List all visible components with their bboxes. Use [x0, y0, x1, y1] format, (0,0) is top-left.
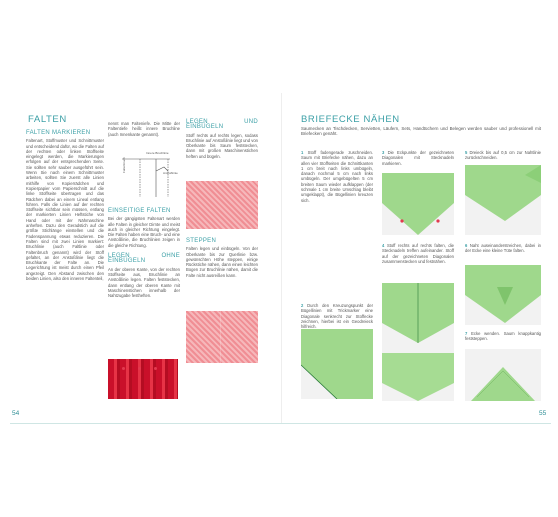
pin-icon	[154, 367, 157, 370]
step-number: 7	[465, 331, 468, 336]
step-text: Naht auseinanderstreichen, dabei in der Ecke eine kleine Tüte falten.	[465, 243, 541, 254]
section-text: An der oberen Kante, von der rechten Stoffseite aus, Bruchlinie an Anstoßlinie legen. Falten feststecken, dann entlang der oberen Kante mit Maschinenstichen innerhalb der Nahtzugabe festheften.	[108, 266, 180, 299]
seam-line	[220, 311, 221, 363]
column-3-lower	[186, 239, 258, 281]
column-2	[108, 121, 180, 140]
section-text: Falten legen und einbügeln. Von der Oberkante bis zur Querlinie bzw. gewünschten Höhe steppen, einige Rückstiche nähen, dann einen leichten Bogen zur Bruchlinie nähen, damit die Falte nicht ausreißen kann.	[186, 246, 258, 278]
step-4	[382, 243, 454, 264]
step-number: 1	[301, 150, 304, 155]
step-number: 4	[382, 243, 385, 248]
page-number: 54	[12, 410, 20, 417]
intro-text: Saumecken an Tischdecken, Servietten, Läufern, Sets, Handtüchern und Belegen werden sauber und professionell mit Briefecken genäht.	[301, 126, 541, 137]
step-1	[301, 150, 373, 203]
step-text: Durch den Kreuzungspunkt der Bügellinien mit Trickmarker eine Diagonale senkrecht zur Stoffecke zeichnen, hierbei ist ein Geodreieck hilfreich.	[301, 303, 373, 330]
page-title: BRIEFECKE NÄHEN	[301, 114, 400, 125]
book-spread	[10, 93, 551, 424]
pink-fabric-photo	[186, 181, 258, 229]
pin-icon	[122, 367, 125, 370]
diagram-label: Innere Bruchlinie	[146, 151, 169, 155]
step-number: 6	[465, 243, 468, 248]
section-text: Faltenart, Stoffmuster und Schnittmuster und entscheidend dafür, wo die Falten auf der rechten oder linken Stoffseite eingelegt werden, die Markierungen erfolgen auf der entsprechenden Seite. Sie sollten sehr sauber ausgeführt sein. Wenn Sie nach einem Schnittmuster arbeiten, sollten Sie zuerst alle Linien mithilfe von Kopierrädchen und Kopierpapier vom Papierschnitt auf die linke Stoffseite übertragen und das Rädchen dabei an einem Lineal entlang führen. Falls die Linien auf der rechten Stoffseite sichtbar sein müssen, entlang der markierten Linien Heftstiche von Hand oder mit der Nähmaschine anheften. Dazu den Geradstich auf die größte Stichlänge einstellen und die Fadenspannung etwas reduzieren. Die Falten sind mit zwei Linien markiert: Bruchlinie (auch Faltlinie oder Faltenbruch genannt) wird der Stoff gefaltet, an der Anstoßlinie liegt die Bruchkante der Falte an. Die Legerichtung ist meist durch einen Pfeil angezeigt. Den Abstand zwischen den beiden Linien, also den inneren Faltenteil,	[26, 138, 104, 282]
step-number: 2	[301, 303, 304, 308]
column-1	[26, 131, 104, 284]
diagram-label: Faltenbruch	[122, 157, 126, 173]
step-2	[301, 303, 373, 329]
page-number: 55	[539, 410, 547, 417]
step-text: Ecke wenden. Saum knappkantig feststeppen.	[465, 331, 541, 342]
diagram-label: Anstoßlinie	[163, 171, 178, 175]
step-text: Stoff rechts auf rechts falten, die Stecknadeln treffen aufeinander. Stoff auf der gezeichneten Diagonalen zusammenstecken und festnähen.	[382, 243, 454, 264]
step-text: Die Eckpunkte der gezeichneten Diagonalen mit Stecknadeln markieren.	[382, 150, 454, 166]
section-heading: EINSEITIGE FALTEN	[108, 208, 171, 214]
column-2-lower	[108, 209, 180, 301]
step-2-photo	[301, 329, 373, 399]
section-text: Bei der gängigsten Faltenart werden alle Falten in gleicher Dirnte und meist auch in gleicher Richtung eingelegt. Die Falten haben eine Bruch- und eine Anstoßlinie, die Bruchlinien zeigen in die gleiche Richtung.	[108, 216, 180, 248]
step-3-photo	[382, 173, 454, 235]
section-text: Stoff rechts auf rechts legen, sodass Bruchlinie auf Anstoßlinie liegt und von Oberkante bis Saum feststecken, dann mit großen Maschinenstichen heften und bügeln.	[186, 132, 258, 159]
pin-icon	[138, 367, 141, 370]
step-number: 3	[382, 150, 385, 155]
pin-icon	[436, 219, 439, 222]
step-4-photo	[382, 283, 454, 401]
section-heading: FALTEN MARKIEREN	[26, 130, 91, 136]
section-heading: STEPPEN	[186, 238, 217, 244]
step-3	[382, 150, 454, 166]
step-5-photo	[465, 165, 541, 235]
step-7-photo	[465, 349, 541, 401]
step-6-photo	[465, 265, 541, 325]
gutter	[281, 93, 282, 423]
section-heading: LEGEN OHNE EINBÜGELN	[108, 253, 180, 265]
step-7	[465, 331, 541, 342]
right-page	[283, 93, 551, 423]
page-title: FALTEN	[28, 114, 67, 125]
pink-stitched-fabric-photo	[186, 311, 258, 363]
section-text: nennt man Falteniefe. Die Mitte der Faltentiefe heißt innere Bruchline (auch Innenkante genannt).	[108, 121, 180, 137]
step-number: 5	[465, 150, 468, 155]
section-heading: LEGEN UND EINBÜGELN	[186, 119, 258, 131]
left-page	[10, 93, 278, 423]
step-5	[465, 150, 541, 161]
step-text: Dreieck bis auf 0,5 cm zur Nahtlinie zurückschneiden.	[465, 150, 541, 161]
column-3	[186, 120, 258, 162]
red-pleats-photo	[108, 359, 178, 399]
step-text: Stoff fadengerade zuschneiden. Saum mit Briefecke nähen, dazu an allen vier Stoffseiten die Schnittkanten 1 cm breit nach links umbügeln, danach nochmal 5 cm nach links umbügeln. Der umgebügelten 5 cm breiten Saum wieder aufklappen (der schmale 1 cm breite Umschlag bleibt umgeklappt), die Bügellinien kreuzen sich.	[301, 150, 373, 203]
pin-icon	[400, 219, 403, 222]
step-6	[465, 243, 541, 254]
